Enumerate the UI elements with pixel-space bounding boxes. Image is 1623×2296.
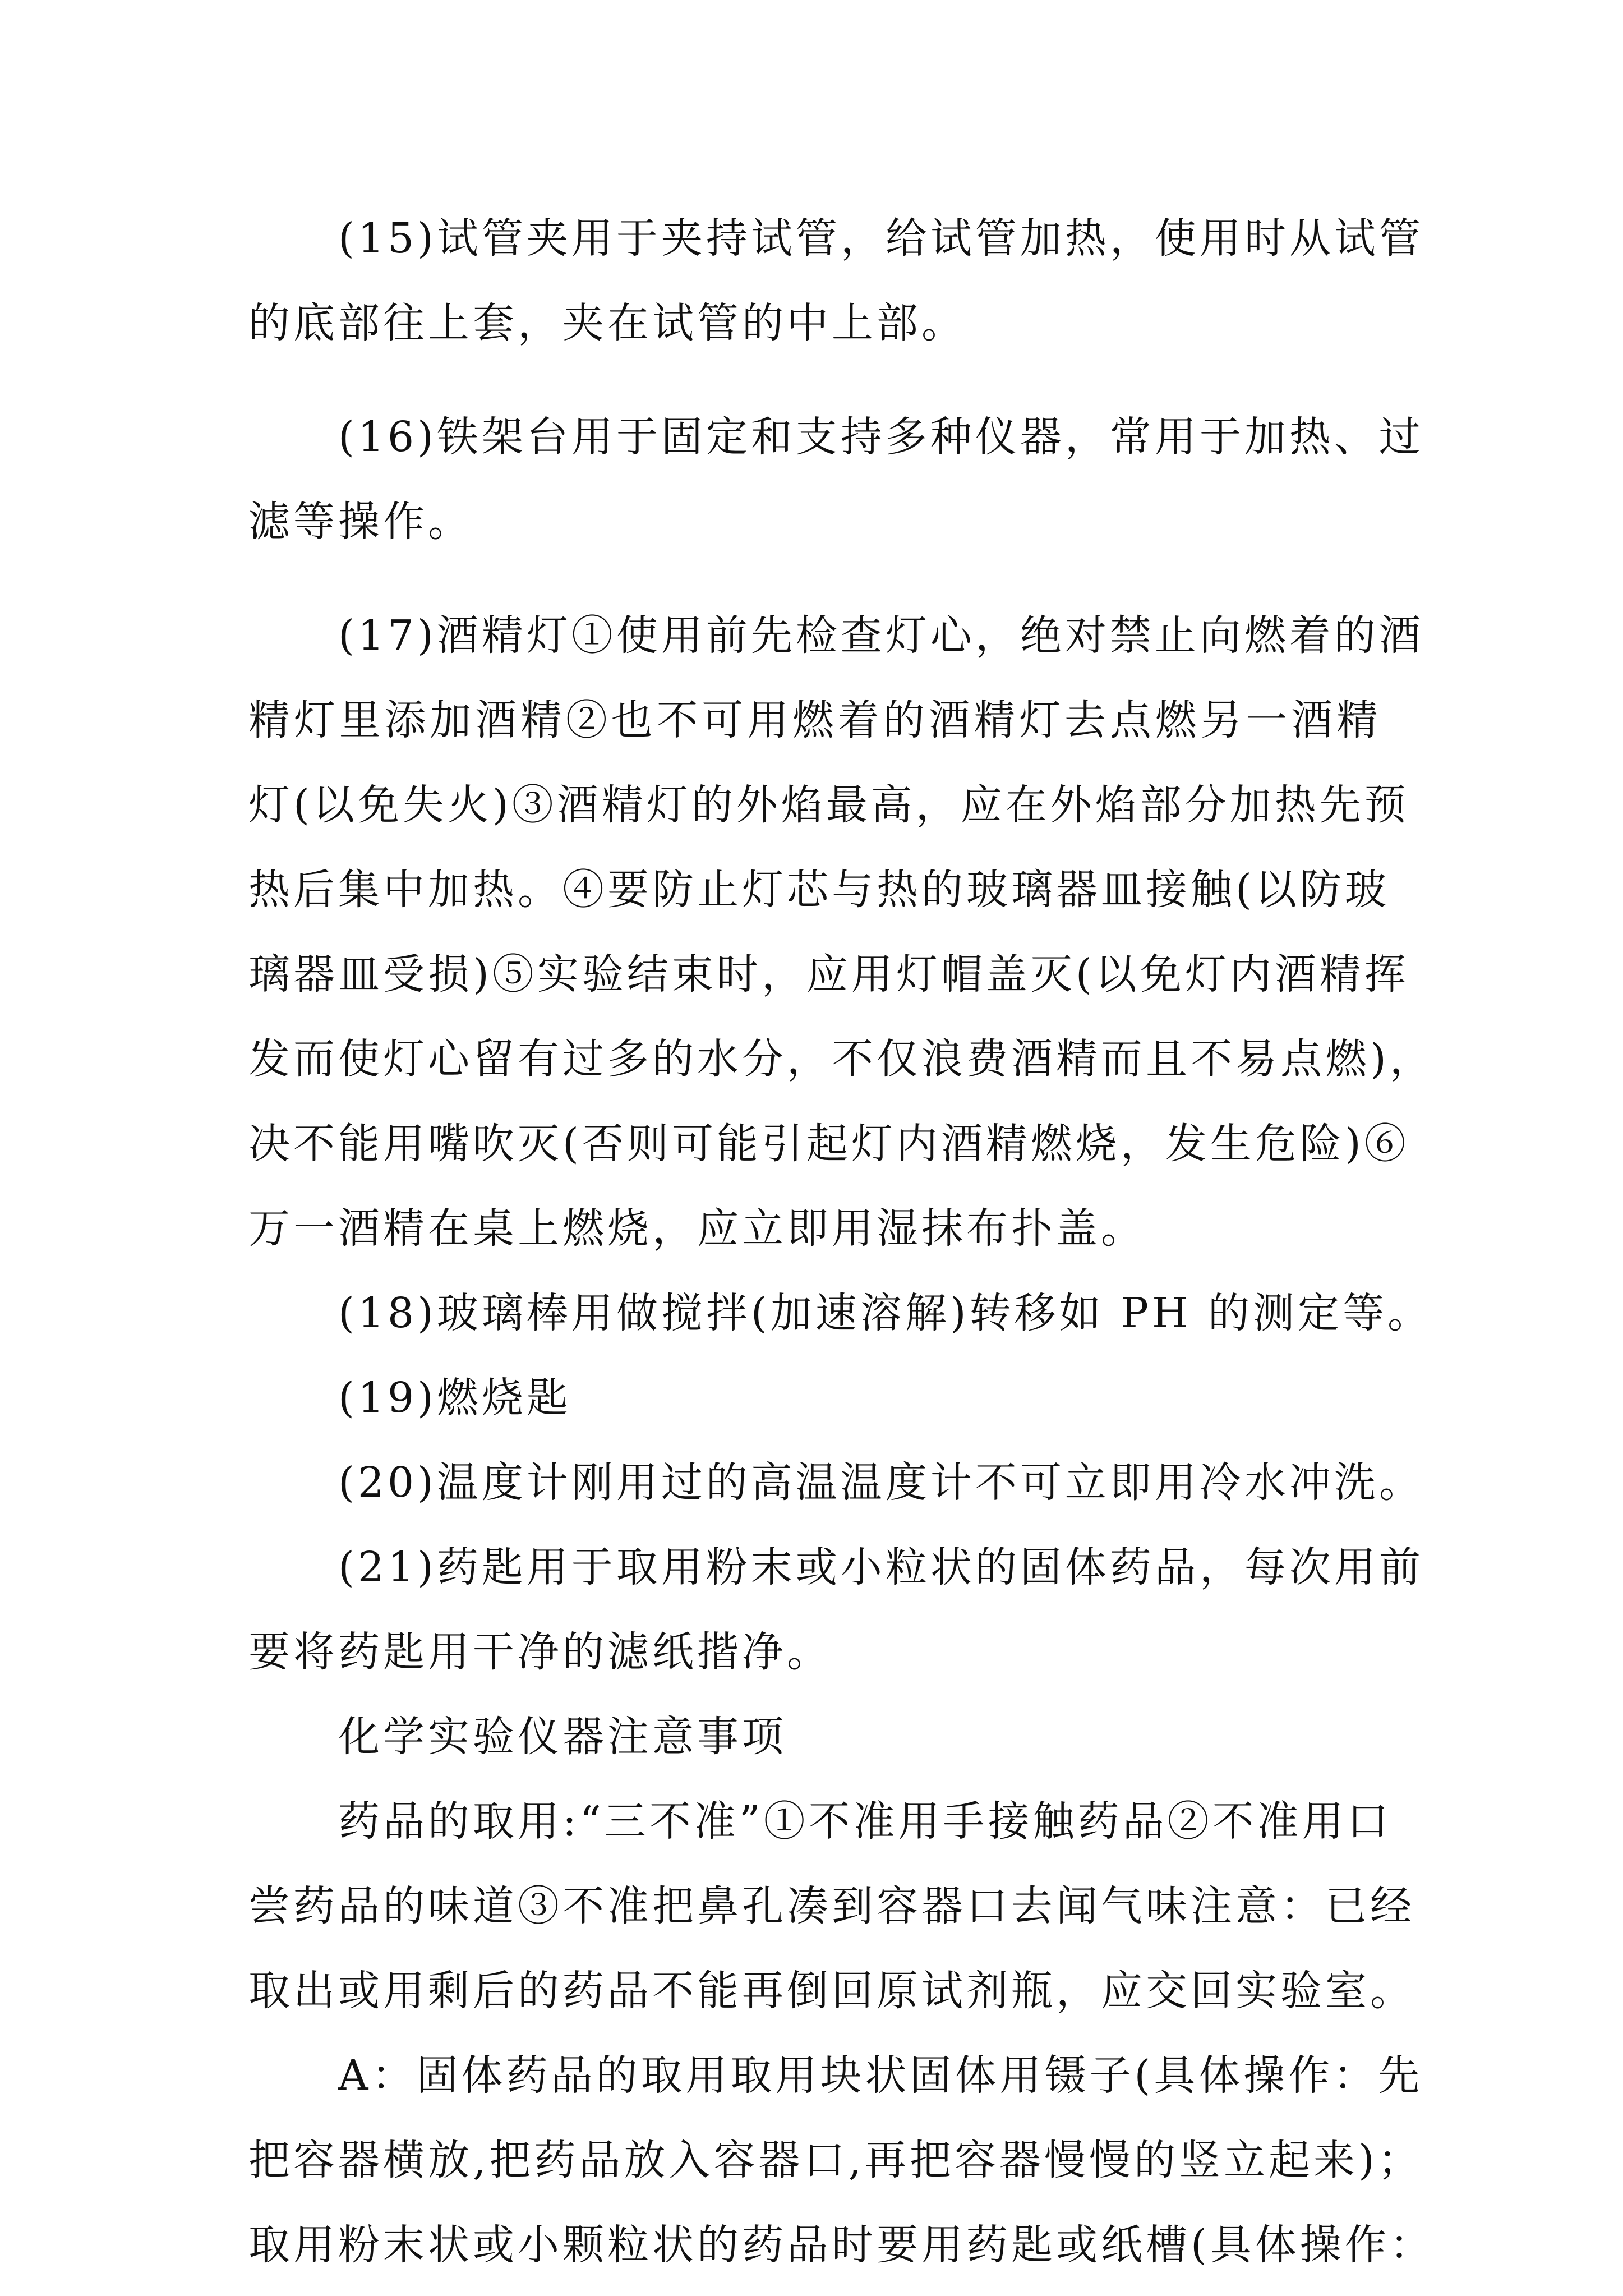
text-line: (20)温度计刚用过的高温温度计不可立即用冷水冲洗。 — [338, 1458, 1424, 1507]
text-line: 灯(以免失火)③酒精灯的外焰最高，应在外焰部分加热先预 — [248, 781, 1409, 829]
text-line: 热后集中加热。④要防止灯芯与热的玻璃器皿接触(以防玻 — [248, 866, 1390, 914]
text-line: 精灯里添加酒精②也不可用燃着的酒精灯去点燃另一酒精 — [248, 696, 1381, 744]
text-line: 璃器皿受损)⑤实验结束时，应用灯帽盖灭(以免灯内酒精挥 — [248, 950, 1409, 999]
section-heading: 化学实验仪器注意事项 — [338, 1713, 787, 1761]
text-line: (18)玻璃棒用做搅拌(加速溶解)转移如 PH 的测定等。 — [338, 1289, 1433, 1337]
document-body — [248, 203, 1435, 2281]
text-line: 万一酒精在桌上燃烧，应立即用湿抹布扑盖。 — [248, 1204, 1146, 1253]
text-line: A：固体药品的取用取用块状固体用镊子(具体操作：先 — [338, 2051, 1423, 2100]
text-line: 把容器横放,把药品放入容器口,再把容器慢慢的竖立起来)； — [248, 2136, 1423, 2184]
text-line: 的底部往上套，夹在试管的中上部。 — [248, 299, 966, 347]
text-line: 滤等操作。 — [248, 498, 473, 546]
text-line: 发而使灯心留有过多的水分，不仅浪费酒精而且不易点燃)， — [248, 1035, 1435, 1083]
text-line: 取用粉末状或小颗粒状的药品时要用药匙或纸槽(具体操作： — [248, 2221, 1435, 2269]
text-line: 取出或用剩后的药品不能再倒回原试剂瓶，应交回实验室。 — [248, 1967, 1415, 2015]
text-line: 尝药品的味道③不准把鼻孔凑到容器口去闻气味注意：已经 — [248, 1882, 1415, 1930]
text-line: (15)试管夹用于夹持试管，给试管加热，使用时从试管 — [338, 214, 1424, 263]
text-line: (19)燃烧匙 — [338, 1374, 571, 1422]
text-line: (17)酒精灯①使用前先检查灯心，绝对禁止向燃着的酒 — [338, 611, 1424, 660]
text-line: (21)药匙用于取用粉末或小粒状的固体药品，每次用前 — [338, 1543, 1424, 1591]
text-line: 要将药匙用干净的滤纸揩净。 — [248, 1628, 832, 1676]
text-line: 决不能用嘴吹灭(否则可能引起灯内酒精燃烧，发生危险)⑥ — [248, 1120, 1409, 1168]
text-line: 药品的取用:“三不准”①不准用手接触药品②不准用口 — [338, 1797, 1392, 1846]
text-line: (16)铁架台用于固定和支持多种仪器，常用于加热、过 — [338, 413, 1424, 461]
